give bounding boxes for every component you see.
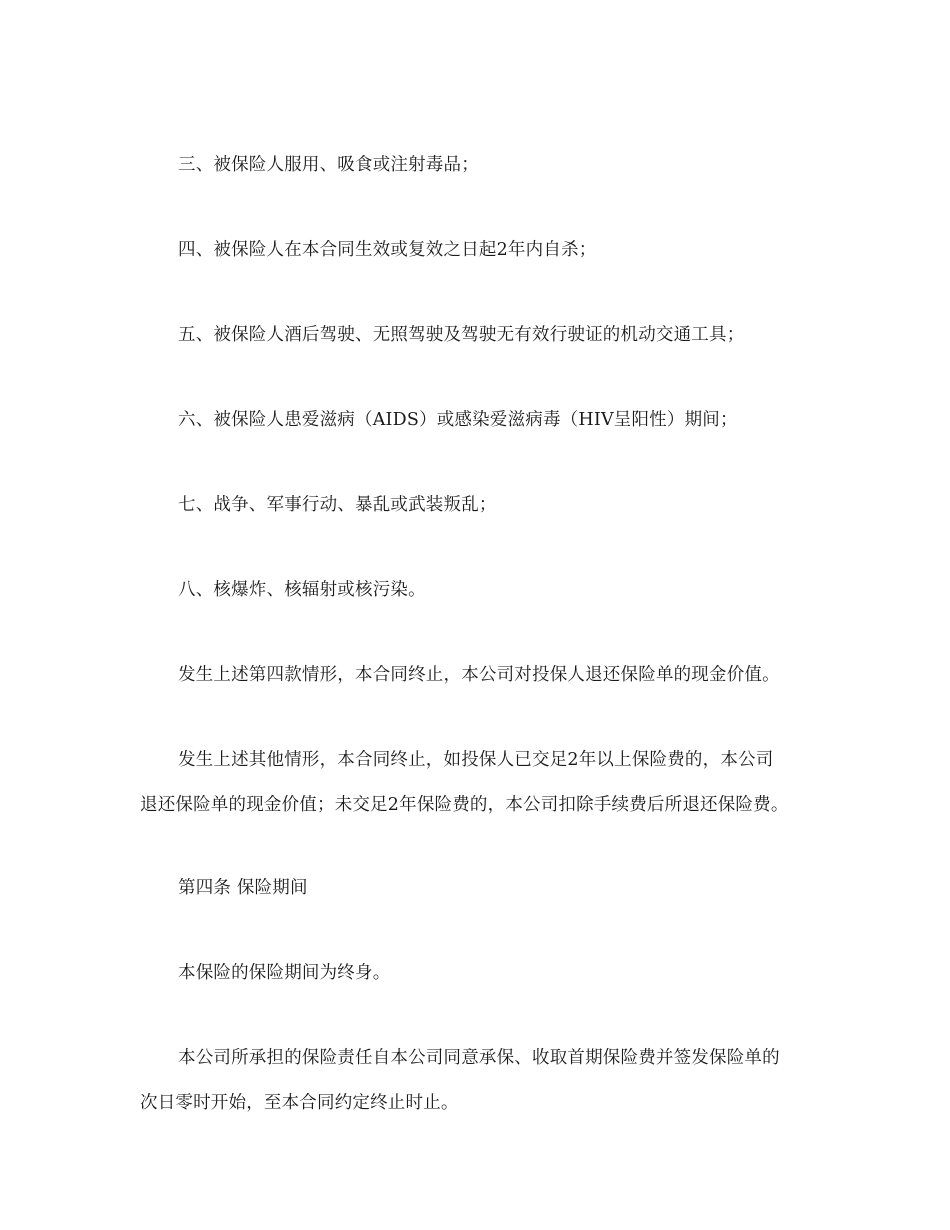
paragraph-line: 本保险的保险期间为终身。 xyxy=(178,963,391,983)
exclusion-item-3 xyxy=(140,153,820,177)
section-title: 第四条 保险期间 xyxy=(178,878,308,898)
paragraph-line: 发生上述第四款情形，本合同终止，本公司对投保人退还保险单的现金价值。 xyxy=(178,665,780,685)
paragraph-line: 本公司所承担的保险责任自本公司同意承保、收取首期保险费并签发保险单的 xyxy=(178,1048,780,1068)
exclusion-item-7 xyxy=(140,493,820,517)
paragraph-line: 退还保险单的现金价值；未交足2年保险费的，本公司扣除手续费后所退还保险费。 xyxy=(140,795,789,815)
paragraph-line: 八、核爆炸、核辐射或核污染。 xyxy=(178,580,426,600)
exclusion-item-5 xyxy=(140,323,820,347)
exclusion-item-6 xyxy=(140,408,820,432)
paragraph-line: 六、被保险人患爱滋病（AIDS）或感染爱滋病毒（HIV呈阳性）期间； xyxy=(178,410,738,430)
section-heading-article-4 xyxy=(140,876,820,900)
exclusion-item-8 xyxy=(140,578,820,602)
coverage-start-clause xyxy=(140,1046,820,1115)
paragraph-line: 次日零时开始，至本合同约定终止时止。 xyxy=(140,1093,459,1113)
paragraph-line: 五、被保险人酒后驾驶、无照驾驶及驾驶无有效行驶证的机动交通工具； xyxy=(178,325,745,345)
paragraph-line: 发生上述其他情形，本合同终止，如投保人已交足2年以上保险费的，本公司 xyxy=(178,750,774,770)
exclusion-item-4 xyxy=(140,238,820,262)
insurance-period-clause xyxy=(140,961,820,985)
paragraph-line: 三、被保险人服用、吸食或注射毒品； xyxy=(178,155,479,175)
termination-clause-4 xyxy=(140,663,820,687)
termination-clause-other xyxy=(140,748,820,817)
paragraph-line: 四、被保险人在本合同生效或复效之日起2年内自杀； xyxy=(178,240,597,260)
paragraph-line: 七、战争、军事行动、暴乱或武装叛乱； xyxy=(178,495,497,515)
